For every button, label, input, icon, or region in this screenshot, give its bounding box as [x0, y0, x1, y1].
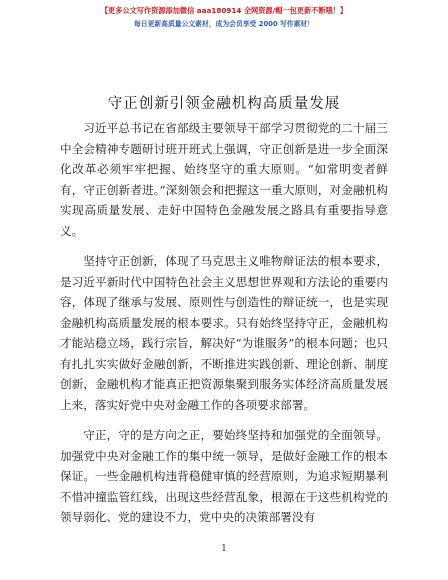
document-title: 守正创新引领金融机构高质量发展 [107, 96, 341, 112]
document-body [60, 118, 388, 538]
paragraph-1: 习近平总书记在省部级主要领导干部学习贯彻党的二十届三中全会精神专题研讨班开班式上强调，守正创新是进一步全面深化改革必须牢牢把握、始终坚守的重大原则。“如常明变者鲜有，守正创新者进。”深刻领会和把握这一重大原则，对金融机构实现高质量发展、走好中国特色金融发展之路具有重要指导意义。 [60, 121, 388, 238]
promo-line-2: 每日更新高质量公文素材，成为会员享受 2000 写作素材！ [134, 20, 314, 28]
promo-banner [0, 6, 448, 29]
promo-line-1: 【更多公文写作资源添加微信 aaa180914 全网资源/帽一包更新不断哦！】 [100, 6, 348, 15]
page-number: 1 [221, 544, 227, 554]
paragraph-3: 守正，守的是方向之正，要始终坚持和加强党的全面领导。加强党中央对金融工作的集中统一领导，是做好金融工作的根本保证。一些金融机构违背稳健审慎的经营原则，为追求短期暴利不惜冲撞监管红线，出现这些经营乱象，根源在于这些机构党的领导弱化、党的建设不力，党中央的决策部署没有 [60, 428, 388, 524]
paragraph-2: 坚持守正创新，体现了马克思主义唯物辩证法的根本要求，是习近平新时代中国特色社会主义思想世界观和方法论的重要内容，体现了继承与发展、原则性与创造性的辩证统一，也是实现金融机构高质量发展的根本要求。只有始终坚持守正，金融机构才能站稳立场，践行宗旨，解决好“为谁服务”的根本问题；也只有扎扎实实做好金融创新，不断推进实践创新、理论创新、制度创新，金融机构才能真正把资源集聚到服务实体经济高质量发展上来，落实好党中央对金融工作的各项要求部署。 [60, 254, 388, 412]
